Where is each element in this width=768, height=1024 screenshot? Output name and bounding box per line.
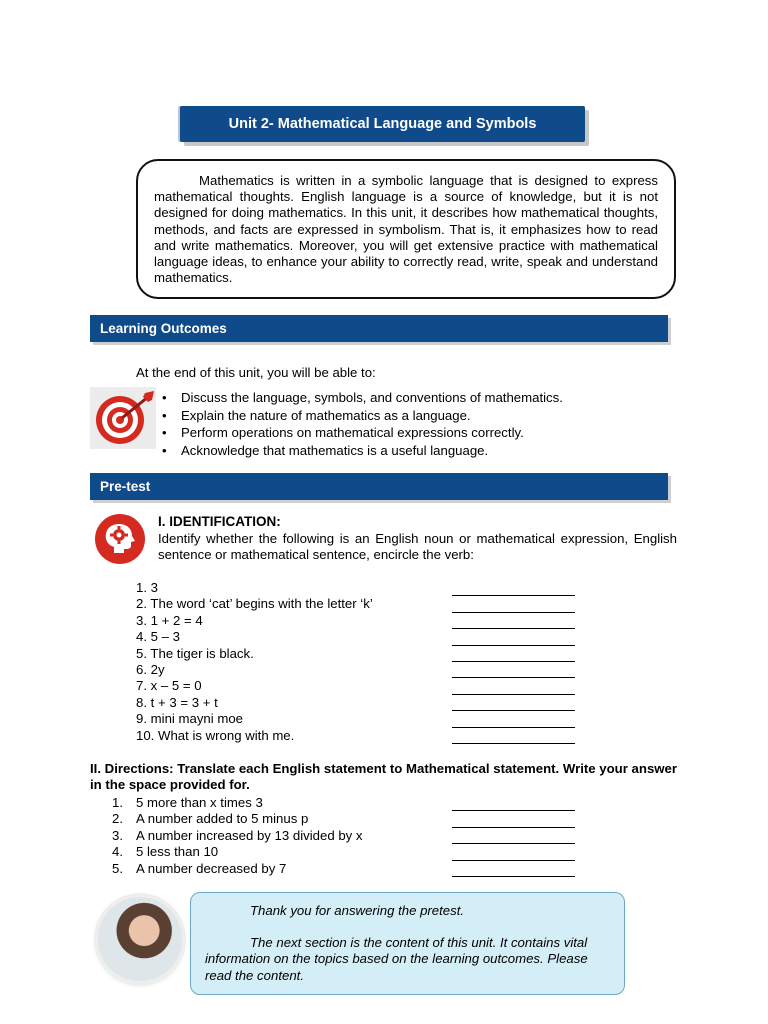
unit-title-banner bbox=[180, 106, 585, 142]
identification-title: I. IDENTIFICATION: bbox=[158, 514, 281, 529]
target-icon bbox=[90, 387, 156, 449]
outcome-item: • Discuss the language, symbols, and conventions of mathematics. bbox=[160, 389, 563, 407]
pretest-header bbox=[90, 473, 668, 500]
identification-item: 4. 5 – 3 bbox=[136, 629, 180, 645]
outcomes-list bbox=[160, 389, 563, 459]
answer-blank[interactable] bbox=[452, 613, 575, 629]
answer-blank[interactable] bbox=[452, 811, 575, 827]
translation-item bbox=[112, 861, 363, 877]
translation-item bbox=[112, 844, 363, 860]
outcome-item: • Explain the nature of mathematics as a language. bbox=[160, 407, 563, 425]
teacher-photo bbox=[98, 897, 182, 981]
outcome-item: • Acknowledge that mathematics is a useful language. bbox=[160, 442, 563, 460]
identification-item: 2. The word ‘cat’ begins with the letter ‘k’ bbox=[136, 596, 373, 612]
answer-blank[interactable] bbox=[452, 828, 575, 844]
thanks-text: Thank you for answering the pretest. bbox=[250, 903, 465, 918]
identification-item: 10. What is wrong with me. bbox=[136, 727, 295, 743]
answer-blank[interactable] bbox=[452, 629, 575, 645]
brain-gear-icon bbox=[94, 513, 146, 565]
outcome-item: • Perform operations on mathematical expressions correctly. bbox=[160, 424, 563, 442]
unit-title: Unit 2- Mathematical Language and Symbols bbox=[228, 116, 537, 132]
answer-blank[interactable] bbox=[452, 861, 575, 877]
item-number: 4. bbox=[112, 844, 123, 860]
item-number: 5. bbox=[112, 860, 123, 876]
answer-blank[interactable] bbox=[452, 662, 575, 678]
item-text: A number decreased by 7 bbox=[136, 860, 287, 876]
pretest-title: Pre-test bbox=[100, 479, 151, 494]
intro-text: Mathematics is written in a symbolic language that is designed to express mathematical thoughts. English language is a source of knowledge, but it is not designed for doing mathematics. In this unit, it describes how mathematical thoughts, methods, and facts are expressed in symbolism. That is, it emphasizes how to read and write mathematics. Moreover, you will get extensive practice with mathematical language ideas, to enhance your ability to correctly read, write, speak and understand mathematics. bbox=[154, 173, 658, 286]
intro-box bbox=[136, 159, 676, 299]
item-number: 1. bbox=[112, 795, 123, 810]
identification-item: 1. 3 bbox=[136, 580, 158, 595]
identification-item: 6. 2y bbox=[136, 662, 165, 678]
item-number: 2. bbox=[112, 811, 123, 827]
item-text: A number increased by 13 divided by x bbox=[136, 827, 363, 843]
identification-directions: Identify whether the following is an English noun or mathematical expression, English sentence or mathematical sentence, encircle the verb: bbox=[158, 531, 677, 562]
item-text: A number added to 5 minus p bbox=[136, 811, 309, 827]
answer-blank[interactable] bbox=[452, 695, 575, 711]
answer-blank[interactable] bbox=[452, 596, 575, 612]
item-number: 3. bbox=[112, 827, 123, 843]
item-text: 5 more than x times 3 bbox=[136, 795, 263, 810]
item-text: 5 less than 10 bbox=[136, 844, 219, 860]
identification-item: 5. The tiger is black. bbox=[136, 645, 254, 661]
translation-answer-blanks bbox=[452, 795, 575, 877]
identification-answer-blanks bbox=[452, 580, 575, 744]
answer-blank[interactable] bbox=[452, 678, 575, 694]
answer-blank[interactable] bbox=[452, 711, 575, 727]
translation-list bbox=[112, 795, 363, 877]
answer-blank[interactable] bbox=[452, 646, 575, 662]
translation-item bbox=[112, 811, 363, 827]
identification-list bbox=[136, 580, 373, 744]
identification-item: 7. x – 5 = 0 bbox=[136, 678, 202, 694]
translation-item bbox=[112, 828, 363, 844]
identification-item: 9. mini mayni moe bbox=[136, 711, 244, 727]
closing-callout bbox=[190, 892, 625, 995]
outcomes-intro: At the end of this unit, you will be able to: bbox=[136, 365, 376, 380]
learning-outcomes-header bbox=[90, 315, 668, 342]
translation-item bbox=[112, 795, 363, 811]
answer-blank[interactable] bbox=[452, 795, 575, 811]
answer-blank[interactable] bbox=[452, 844, 575, 860]
answer-blank[interactable] bbox=[452, 728, 575, 744]
learning-outcomes-title: Learning Outcomes bbox=[100, 321, 227, 336]
next-section-text: The next section is the content of this unit. It contains vital information on the topics based on the learning outcomes. Please read the content. bbox=[205, 935, 588, 983]
translation-directions: II. Directions: Translate each English statement to Mathematical statement. Write your answer in the space provided for. bbox=[90, 761, 677, 792]
identification-item: 3. 1 + 2 = 4 bbox=[136, 612, 203, 628]
answer-blank[interactable] bbox=[452, 580, 575, 596]
identification-item: 8. t + 3 = 3 + t bbox=[136, 694, 218, 710]
